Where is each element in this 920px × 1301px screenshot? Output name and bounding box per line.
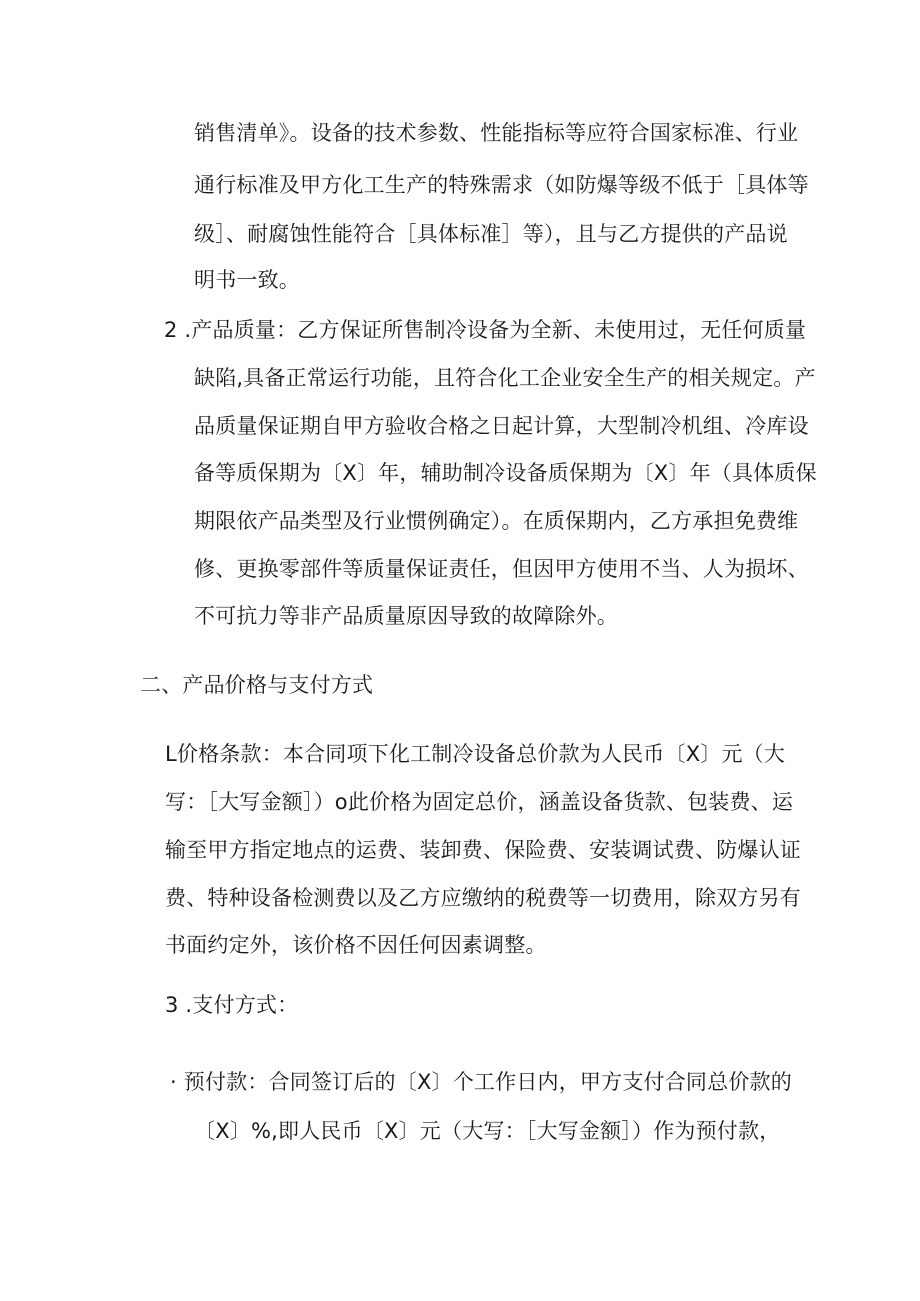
clause-heading-price: L价格条款：本合同项下化工制冷设备总价款为人民币〔X〕元（大 bbox=[165, 742, 786, 766]
paragraph-line: 期限依产品类型及行业惯例确定）。在质保期内，乙方承担免费维 bbox=[194, 509, 799, 533]
bullet-item-advance-payment: · 预付款：合同签订后的〔X〕个工作日内，甲方支付合同总价款的 bbox=[170, 1070, 792, 1094]
paragraph-line: 备等质保期为〔X〕年，辅助制冷设备质保期为〔X〕年（具体质保 bbox=[194, 461, 817, 485]
paragraph-line: 修、更换零部件等质量保证责任，但因甲方使用不当、人为损坏、 bbox=[194, 557, 809, 581]
clause-heading-payment: 3 .支付方式： bbox=[165, 993, 299, 1017]
paragraph-line: 书面约定外，该价格不因任何因素调整。 bbox=[165, 933, 547, 957]
paragraph-line: 费、特种设备检测费以及乙方应缴纳的税费等一切费用，除双方另有 bbox=[165, 886, 801, 910]
paragraph-line: 不可抗力等非产品质量原因导致的故障除外。 bbox=[194, 604, 618, 628]
paragraph-line: 品质量保证期自甲方验收合格之日起计算，大型制冷机组、冷库设 bbox=[194, 414, 809, 438]
paragraph-line: 〔X〕%,即人民币〔X〕元（大写：［大写金额］）作为预付款， bbox=[194, 1119, 781, 1143]
paragraph-line: 销售清单》。设备的技术参数、性能指标等应符合国家标准、行业 bbox=[194, 121, 799, 145]
section-heading-price-payment: 二、产品价格与支付方式 bbox=[140, 673, 374, 697]
paragraph-line: 写：［大写金额］）o此价格为固定总价，涵盖设备货款、包装费、运 bbox=[165, 790, 794, 814]
paragraph-line: 输至甲方指定地点的运费、装卸费、保险费、安装调试费、防爆认证 bbox=[165, 838, 801, 862]
clause-heading-product-quality: 2 .产品质量：乙方保证所售制冷设备为全新、未使用过，无任何质量 bbox=[164, 318, 807, 342]
paragraph-line: 缺陷,具备正常运行功能，且符合化工企业安全生产的相关规定。产 bbox=[194, 366, 816, 390]
paragraph-line: 级］、耐腐蚀性能符合［具体标准］等），且与乙方提供的产品说 bbox=[194, 222, 788, 246]
paragraph-line: 通行标准及甲方化工生产的特殊需求（如防爆等级不低于［具体等 bbox=[194, 173, 809, 197]
paragraph-line: 明书一致。 bbox=[194, 268, 300, 292]
